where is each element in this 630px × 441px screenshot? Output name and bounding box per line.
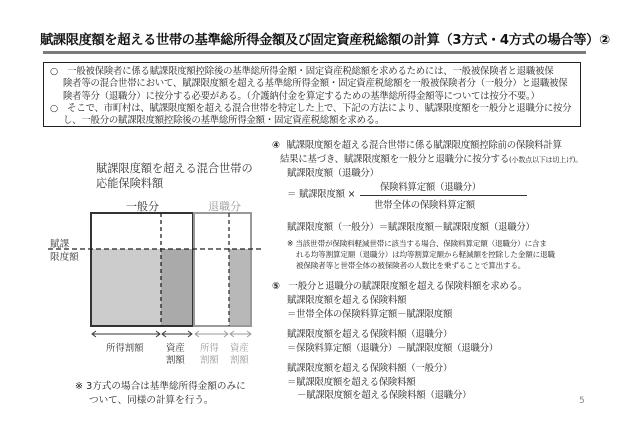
label-general-asset-2: 割額 (166, 355, 185, 366)
label-retired-income-1: 所得 (200, 343, 219, 354)
formula1-prefix: ＝ 賦課限度額 × (287, 189, 356, 200)
intro-bullet-1-line-3: 険者等分（退職分）に按分する必要がある。（介護納付金を算定するための基準総所得金額等については按分不要。） (63, 90, 540, 102)
step5-f1-line-b: ＝世帯全体の保険料算定額－賦課限度額 (287, 308, 453, 320)
formula1-label: 賦課限度額（退職分） (287, 168, 379, 179)
label-general-asset-1: 資産 (166, 343, 185, 354)
step4-note (287, 238, 555, 271)
step5-f2-line-a: 賦課限度額を超える保険料額（退職分） (287, 329, 453, 340)
step5-line-1: 一般分と退職分の賦課限度額を超える保険料額を求める。 (288, 281, 528, 292)
retired-asset-fill (229, 249, 250, 326)
general-income-fill (91, 249, 161, 326)
label-general: 一般分 (126, 200, 159, 213)
label-retired-asset-1: 資産 (230, 343, 249, 354)
intro-bullet-2-line-1: ○ そこで、市町村は、賦課限度額を超える混合世帯を特定した上で、下記の方法により、賦課限度額を一般分と退職分に按分 (50, 102, 572, 114)
step4-note-line-1: ※ 当該世帯が保険料軽減世帯に該当する場合、保険料算定額（退職分）に含ま (287, 239, 547, 248)
label-retired-income-2: 割額 (200, 355, 219, 366)
label-retired-asset-2: 割額 (230, 355, 249, 366)
step5-heading (272, 280, 527, 294)
step5-f3-line-a: 賦課限度額を超える保険料額（一般分） (287, 363, 453, 374)
general-asset-fill (161, 249, 193, 326)
step5-f3-line-b: ＝賦課限度額を超える保険料額 (287, 376, 416, 388)
diagram-note-line-1: ※ 3方式の場合は基準総所得金額のみに (75, 381, 246, 392)
label-limit-line-2: 限度額 (50, 251, 79, 263)
step5-f2-line-b: ＝保険料算定額（退職分）－賦課限度額（退職分） (287, 342, 499, 354)
page-number: 5 (579, 396, 585, 406)
formula2: 賦課限度額（一般分）＝賦課限度額－賦課限度額（退職分） (287, 222, 535, 233)
label-general-income: 所得割額 (106, 343, 144, 354)
step4-rounding-note: (小数点以下は切上げ)。 (509, 156, 583, 164)
intro-bullet-1-line-1: ○ 一般被保険者に係る賦課限度額控除後の基準総所得金額・固定資産税総額を求めるためには、一般被保険者と退職被保 (50, 66, 554, 77)
intro-bullet-1-line-2: 険者等の混合世帯において、賦課限度額を超える基準総所得金額・固定資産税総額を一般被保険者分（一般分）と退職被保 (63, 78, 568, 90)
step5-f1-line-a: 賦課限度額を超える保険料額 (287, 295, 407, 306)
step5-formula-1 (287, 294, 452, 321)
step5-formula-2 (287, 328, 498, 355)
diagram-note (75, 380, 246, 408)
intro-bullet-2-line-2: し、一般分の賦課限度額控除後の基準総所得金額・固定資産税総額を求める。 (63, 115, 385, 127)
label-retired-income (200, 343, 219, 367)
label-general-asset (166, 343, 185, 367)
step4-line-2-wrap (280, 153, 582, 168)
page-title: 賦課限度額を超える世帯の基準総所得金額及び固定資産税総額の計算（3方式・4方式の場合等）② (40, 33, 610, 48)
diagram-note-line-2: ついて、同様の計算を行う。 (89, 395, 214, 406)
step4-note-line-2: れる均等割算定額（退職分）は均等割算定額から軽減額を控除した金額に退職 (296, 250, 555, 259)
formula1-denominator: 世帯全体の保険料算定額 (374, 200, 475, 211)
step5-marker: ⑤ (272, 281, 280, 292)
step4-marker: ④ (272, 140, 280, 151)
label-limit-line-1: 賦課 (50, 239, 70, 250)
diagram-title-line-2: 応能保険料額 (96, 177, 164, 190)
step4-line-1: 賦課限度額を超える混合世帯に係る賦課限度額控除前の保険料計算 (286, 140, 562, 151)
step5-formula-3 (287, 362, 471, 403)
step5-f3-line-c: －賦課限度額を超える保険料額（退職分） (297, 390, 472, 401)
fraction-bar (360, 195, 527, 196)
diagram-title-line-1: 賦課限度額を超える混合世帯の (96, 162, 253, 175)
step4-line-2: 結果に基づき、賦課限度額を一般分と退職分に按分する (280, 154, 510, 165)
step4-note-line-3: 被保険者等と世帯全体の被保険者の人数比を乗ずることで算出する。 (296, 261, 526, 270)
label-retired-asset (230, 343, 249, 367)
step4-heading (272, 139, 562, 153)
label-retired: 退職分 (208, 200, 241, 213)
formula1-numerator: 保険料算定額（退職分） (380, 182, 481, 193)
